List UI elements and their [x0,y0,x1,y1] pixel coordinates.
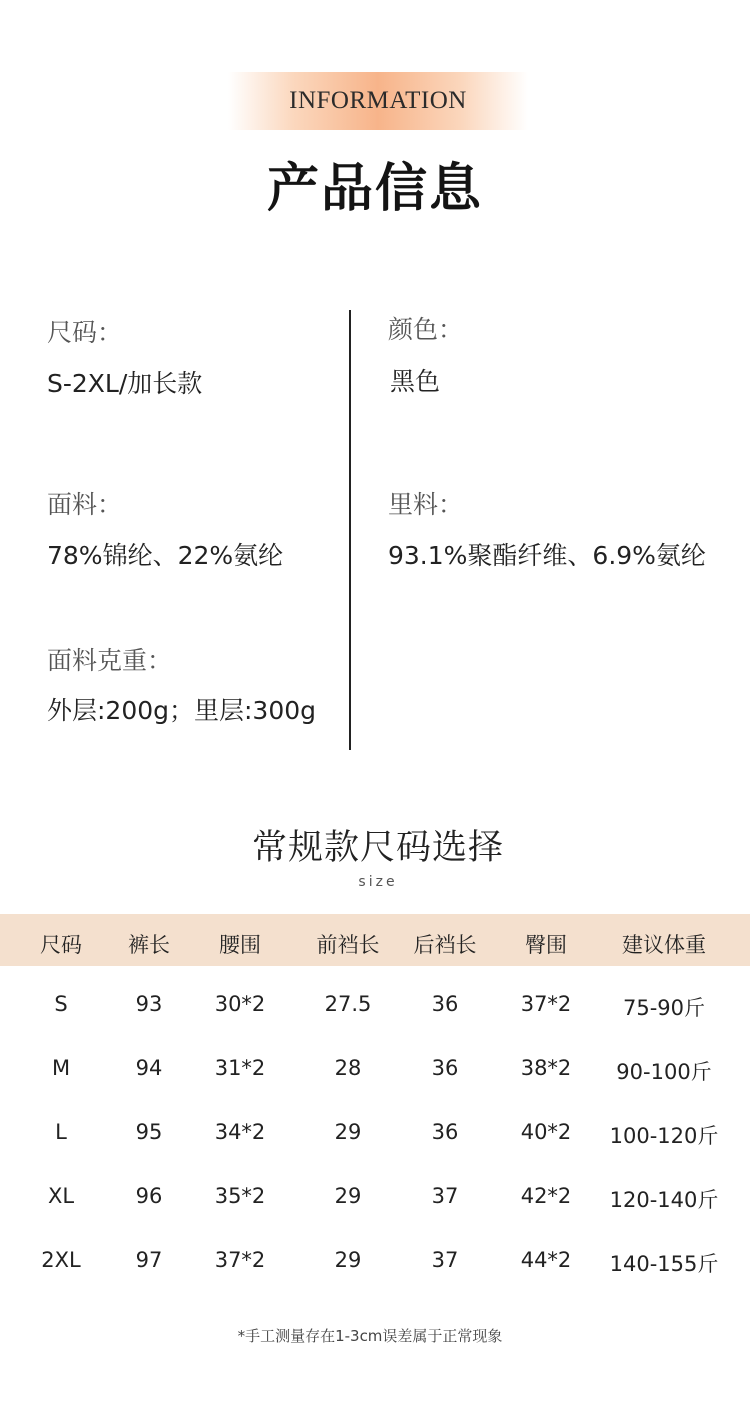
table-cell: 34*2 [214,1120,266,1144]
table-cell: 38*2 [520,1056,572,1080]
table-cell: 93 [135,992,163,1016]
lining-label: 里料： [388,490,464,519]
size-section-title: 常规款尺码选择 [251,828,504,868]
table-cell: XL [47,1184,75,1208]
table-cell: 36 [431,992,459,1016]
table-header-cell: 臀围 [525,933,567,957]
table-cell: 44*2 [520,1248,572,1272]
size-section-subtitle: size [358,874,398,890]
table-cell: 28 [334,1056,362,1080]
size-label: 尺码： [47,318,123,347]
table-header-cell: 前裆长 [316,933,380,957]
information-banner [228,72,528,130]
table-cell: 37*2 [214,1248,266,1272]
table-cell: 27.5 [324,992,372,1016]
table-cell: M [51,1056,71,1080]
table-cell: 37 [431,1248,459,1272]
column-divider [349,310,351,750]
table-cell: 94 [135,1056,163,1080]
table-cell: 29 [334,1248,362,1272]
fabric-value: 78%锦纶、22%氨纶 [47,541,284,570]
table-cell: 95 [135,1120,163,1144]
table-cell: 36 [431,1056,459,1080]
table-cell: 90-100斤 [616,1060,712,1084]
fabric-weight-label: 面料克重： [47,646,173,675]
banner-text: INFORMATION [289,87,467,114]
table-header-cell: 尺码 [40,933,82,957]
color-value: 黑色 [390,367,441,396]
table-cell: 30*2 [214,992,266,1016]
table-cell: S [54,992,68,1016]
table-cell: 37*2 [520,992,572,1016]
table-header-cell: 腰围 [219,933,261,957]
measurement-note: *手工测量存在1-3cm误差属于正常现象 [237,1327,503,1345]
table-cell: 29 [334,1120,362,1144]
fabric-label: 面料： [47,490,123,519]
table-cell: 31*2 [214,1056,266,1080]
table-header-cell: 后裆长 [413,933,477,957]
table-cell: 36 [431,1120,459,1144]
table-cell: 40*2 [520,1120,572,1144]
table-cell: 37 [431,1184,459,1208]
table-cell: 97 [135,1248,163,1272]
table-cell: L [55,1120,67,1144]
table-cell: 42*2 [520,1184,572,1208]
table-cell: 96 [135,1184,163,1208]
size-value: S-2XL/加长款 [47,369,203,398]
fabric-weight-value: 外层:200g；里层:300g [47,696,317,725]
table-header-cell: 建议体重 [622,933,706,957]
table-header-cell: 裤长 [128,933,170,957]
color-label: 颜色： [388,315,464,344]
table-cell: 100-120斤 [609,1124,719,1148]
table-cell: 35*2 [214,1184,266,1208]
table-cell: 75-90斤 [622,996,706,1020]
table-cell: 2XL [41,1248,81,1272]
table-cell: 29 [334,1184,362,1208]
page-title: 产品信息 [266,158,483,219]
table-cell: 120-140斤 [609,1188,719,1212]
lining-value: 93.1%聚酯纤维、6.9%氨纶 [388,541,706,570]
table-cell: 140-155斤 [609,1252,719,1276]
